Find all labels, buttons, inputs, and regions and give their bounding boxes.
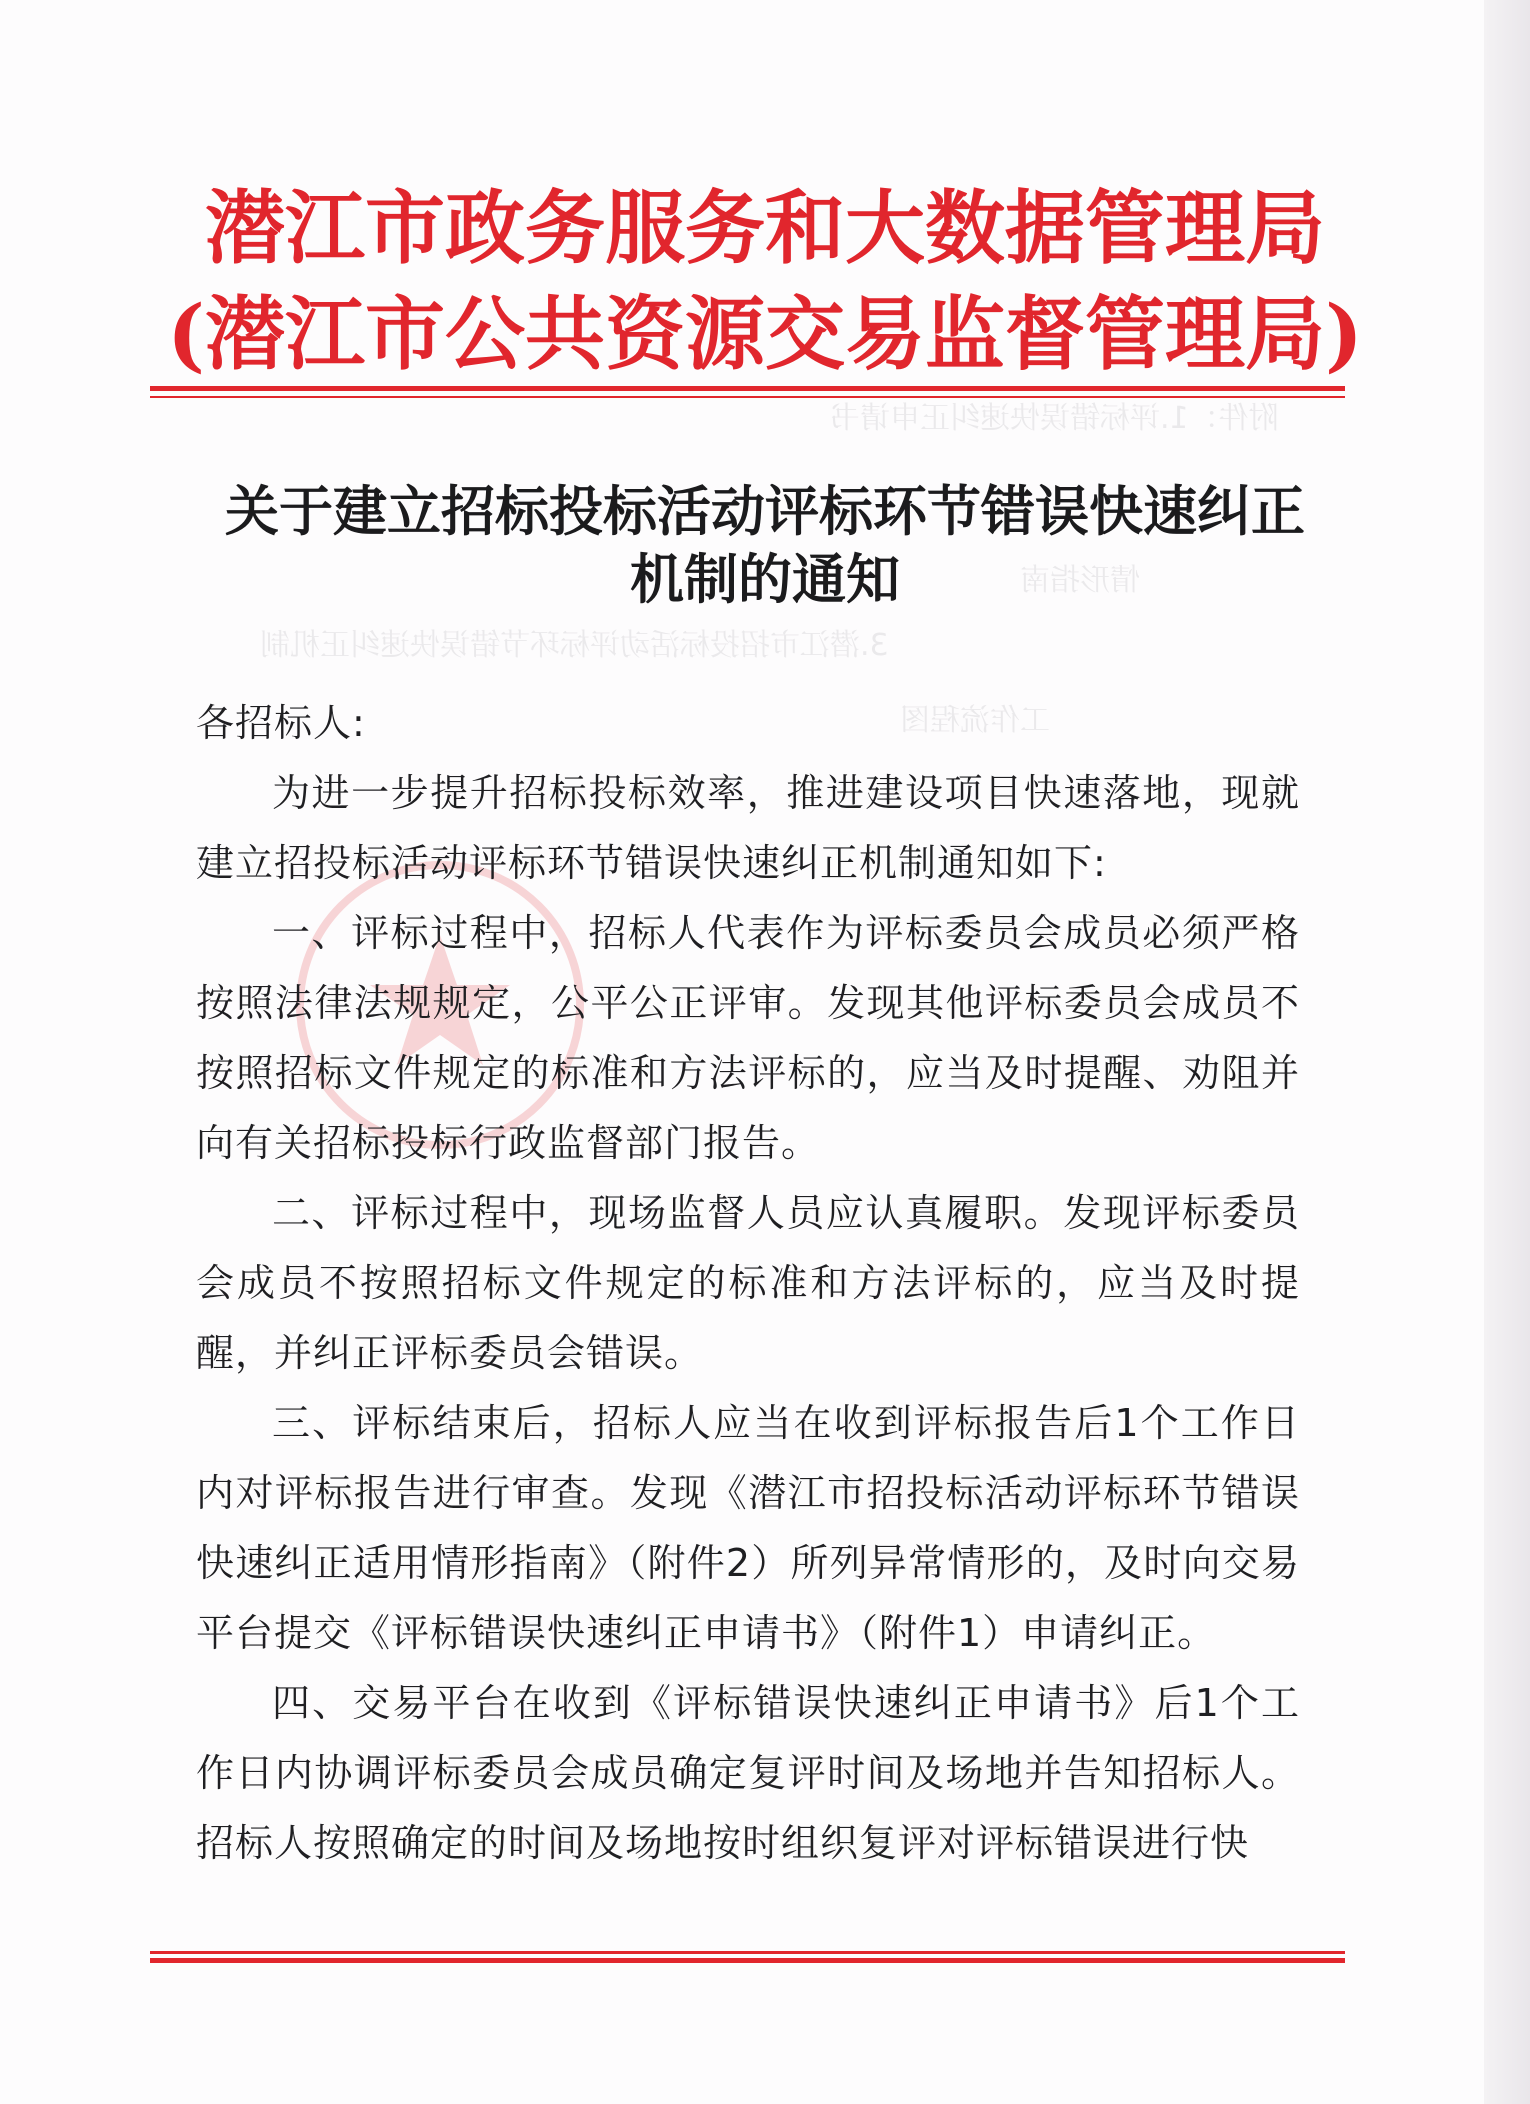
paragraph-item-3: 三、评标结束后，招标人应当在收到评标报告后1个工作日内对评标报告进行审查。发现《潜江市招投标活动评标环节错误快速纠正适用情形指南》（附件2）所列异常情形的，及时向交易平台提交《评标错误快速纠正申请书》（附件1）申请纠正。 (196, 1401, 1300, 1655)
paragraph-item-4: 四、交易平台在收到《评标错误快速纠正申请书》后1个工作日内协调评标委员会成员确定复评时间及场地并告知招标人。招标人按照确定的时间及场地按时组织复评对评标错误进行快 (196, 1681, 1300, 1865)
bleed-through-text-2: 情形指南 (1020, 563, 1140, 598)
paragraph-item-2: 二、评标过程中，现场监督人员应认真履职。发现评标委员会成员不按照招标文件规定的标准和方法评标的，应当及时提醒，并纠正评标委员会错误。 (196, 1191, 1300, 1375)
header-rule-thick (150, 386, 1345, 391)
issuer-name: 潜江市政务服务和大数据管理局 (205, 181, 1325, 275)
issuer-alias: (潜江市公共资源交易监督管理局) (167, 287, 1363, 381)
notice-title-line1: 关于建立招标投标活动评标环节错误快速纠正 (225, 479, 1305, 543)
bleed-through-text-1: 附件：1.评标错误快速纠正申请书 (830, 401, 1279, 436)
notice-body (196, 758, 1300, 1878)
footer-rule-top (150, 1951, 1345, 1954)
salutation: 各招标人: (196, 701, 366, 745)
notice-title-line2: 机制的通知 (630, 547, 900, 611)
scan-edge-shadow (1484, 0, 1530, 2104)
bleed-through-text-3: 3.潜江市招投标活动评标环节错误快速纠正机制 (260, 628, 889, 663)
bleed-through-text-4: 工作流程图 (900, 703, 1050, 738)
footer-rule-bottom (150, 1958, 1345, 1963)
paragraph-intro: 为进一步提升招标投标效率，推进建设项目快速落地，现就建立招投标活动评标环节错误快速纠正机制通知如下: (196, 771, 1300, 885)
header-rule-thin (150, 396, 1345, 398)
paragraph-item-1: 一、评标过程中，招标人代表作为评标委员会成员必须严格按照法律法规规定，公平公正评审。发现其他评标委员会成员不按照招标文件规定的标准和方法评标的，应当及时提醒、劝阻并向有关招标投标行政监督部门报告。 (196, 911, 1300, 1165)
